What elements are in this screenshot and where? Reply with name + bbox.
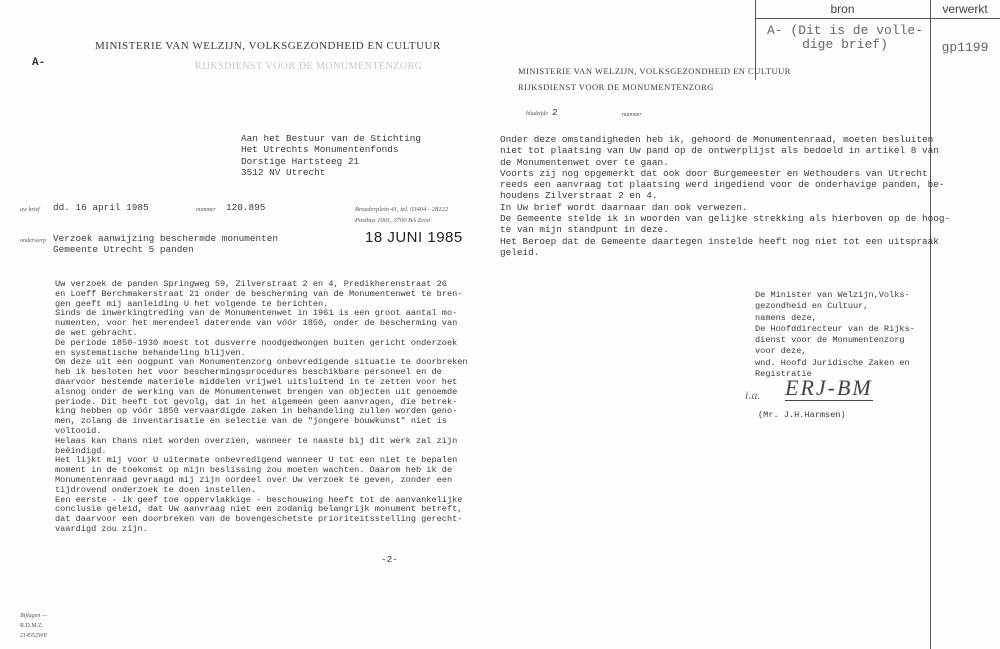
- body-line: geleid.: [500, 246, 540, 258]
- closing-line: De Minister van Welzijn,Volks-: [755, 290, 910, 300]
- sender-address-line: Broederplein 41, tel. 03404 - 28122: [355, 206, 449, 213]
- body-line: Uw verzoek de panden Springweg 59, Zilverstraat 2 en 4, Predikherenstraat 26: [55, 279, 447, 289]
- signatory: (Mr. J.H.Harmsen): [758, 410, 846, 420]
- body-line: De periode 1850-1930 moest tot dusverre noodgedwongen buiten gericht onderzoek: [55, 337, 458, 348]
- signature: ERJ-BM: [785, 375, 873, 400]
- closing-line: wnd. Hoofd Juridische Zaken en: [755, 357, 910, 368]
- source-line: A- (Dit is de volle-: [766, 23, 924, 38]
- body-line: Het lijkt mij voor U uitermate onbevredigend wanneer U tot een niet te bepalen: [55, 455, 458, 466]
- body-line: de Monumentenwet over te gaan.: [500, 156, 669, 168]
- body-line: In Uw brief wordt daarnaar dan ook verwezen.: [500, 201, 748, 213]
- number-label-page2: nummer: [622, 112, 642, 118]
- body-line: reeds een aanvraag tot plaatsing werd ingediend voor de onderhavige panden, be-: [500, 179, 945, 191]
- body-line: De Gemeente stelde ik in woorden van gelijke strekking als hierboven op de hoog-: [500, 213, 951, 225]
- sender-address: [355, 204, 448, 226]
- closing-line: De Hoofddirecteur van de Rijks-: [755, 323, 915, 334]
- ministry-heading-page2: MINISTERIE VAN WELZIJN, VOLKSGEZONDHEID EN CULTUUR: [518, 66, 791, 76]
- body-line: moment in de toekomst op mijn beslissing zou moeten wachten. Daarom heb ik de: [55, 465, 453, 476]
- body-line: daarvoor bestemde materiele middelen vrijwel uitsluitend in te zetten voor het: [55, 376, 458, 387]
- number-value: 120.895: [226, 202, 266, 213]
- address-line: Het Utrechts Monumentenfonds: [241, 144, 399, 156]
- closing-line: Registratie: [755, 369, 812, 380]
- body-line: Helaas kan thans niet worden overzien, wanneer te naaste bij dit werk zal zijn: [55, 435, 458, 446]
- address-line: Aan het Bestuur van de Stichting: [241, 133, 422, 144]
- body-line: te van mijn standpunt in deze.: [500, 224, 669, 236]
- body-line: Onder deze omstandigheden heb ik, gehoord de Monumentenraad, moeten besluiten: [500, 134, 934, 145]
- table-divider: [930, 0, 931, 649]
- closing-line: voor deze,: [755, 346, 807, 357]
- address-line: Dorstige Hartsteeg 21: [241, 155, 360, 167]
- page-marker: -2-: [381, 554, 398, 565]
- service-heading: RIJKSDIENST VOOR DE MONUMENTENZORG: [195, 61, 423, 72]
- body-line: tijdrovend onderzoek te doen instellen.: [55, 484, 257, 495]
- number-label: nummer: [196, 207, 216, 213]
- closing-line: dienst voor de Monumentenzorg: [755, 335, 905, 346]
- letter-body-page1: [55, 280, 468, 535]
- closing-line: gezondheid en Cultuur,: [755, 301, 869, 312]
- body-line: Het Beroep dat de Gemeente daartegen instelde heeft nog niet tot een uitspraak: [500, 235, 939, 247]
- body-line: periode. Dit heeft tot gevolg, dat in het algemeen geen aanvragen, die betrek-: [55, 396, 458, 407]
- body-line: numenten, voor het merendeel daterende van vóór 1850, onder de bescherming van: [55, 318, 458, 329]
- body-line: vaardigd zou zijn.: [55, 523, 148, 534]
- closing: [755, 290, 915, 380]
- body-line: heb ik besloten het voor beschermingsprocedures beschikbare personeel en de: [55, 367, 442, 378]
- source-value: [760, 24, 930, 52]
- body-line: Sinds de inwerkingtreding van de Monumentenwet in 1961 is een groot aantal mo-: [55, 308, 458, 319]
- address-line: 3512 NV Utrecht: [241, 166, 326, 178]
- document-mark: A-: [32, 57, 46, 69]
- body-line: conclusie geleid, dat Uw aanvraag niet een zodanig belangrijk monument betreft,: [55, 504, 463, 515]
- page-value: 2: [552, 107, 558, 118]
- ministry-heading: MINISTERIE VAN WELZIJN, VOLKSGEZONDHEID EN CULTUUR: [95, 40, 441, 52]
- footer-line: R.D.M.Z.: [20, 623, 44, 629]
- body-line: alsnog onder de werking van de Monumentenwet brengen van objecten uit genoemde: [55, 386, 458, 397]
- closing-line: namens deze,: [755, 312, 817, 323]
- letter-body-page2: [500, 134, 950, 258]
- subject-line: Gemeente Utrecht 5 panden: [53, 244, 194, 256]
- footer: [20, 611, 47, 641]
- body-line: en Loeff Berchmakerstraat 21 onder de bescherming van de Monumentenwet te bren-: [55, 288, 463, 299]
- subject: [53, 233, 278, 256]
- sender-address-line: Postbus 1001, 3700 BA Zeist: [355, 217, 431, 224]
- body-line: dat daarvoor een doorbreken van de bovengeschetste prioriteitsstelling gerecht-: [55, 514, 463, 525]
- service-heading-page2: RIJKSDIENST VOOR DE MONUMENTENZORG: [518, 82, 714, 92]
- subject-line: Verzoek aanwijzing beschermde monumenten: [53, 233, 279, 244]
- subject-label: onderwerp: [20, 238, 46, 244]
- recipient-address: [241, 133, 421, 178]
- body-line: Een eerste - ik geef toe oppervlakkige - beschouwing heeft tot de aanvankelijke: [55, 494, 463, 505]
- body-line: Voorts zij nog opgemerkt dat ook door Burgemeester en Wethouders van Utrecht: [500, 167, 928, 179]
- page-label: bladzijde: [526, 111, 548, 117]
- column-header-processed: verwerkt: [942, 2, 988, 16]
- source-line: dige brief): [802, 37, 888, 52]
- signature-prefix: i.a.: [745, 388, 761, 402]
- date-stamp: 18 JUNI 1985: [365, 229, 463, 246]
- body-line: king hebben op vóór 1850 vervaardigde zaken in behandeling zullen worden geno-: [55, 406, 458, 417]
- your-letter-value: dd. 16 april 1985: [53, 202, 149, 213]
- body-line: Monumentenraad gevraagd mij zijn oordeel over Uw verzoek te geven, zonder een: [55, 474, 453, 485]
- processed-value: gp1199: [941, 40, 989, 55]
- enclosures-label: Bijlagen —: [20, 613, 48, 619]
- body-line: men, zolang de inventarisatie en selectie van de "jongere bouwkunst" niet is: [55, 416, 447, 427]
- body-line: de wet gebracht.: [55, 327, 138, 338]
- body-line: voltooid.: [55, 425, 102, 436]
- body-line: houdens Zilverstraat 2 en 4.: [500, 190, 658, 202]
- body-line: en systematische behandeling blijven.: [55, 347, 246, 358]
- body-line: beëindigd.: [55, 445, 107, 456]
- table-divider: [755, 18, 1000, 19]
- body-line: Om deze uit een oogpunt van Monumentenzorg onbevredigende situatie te doorbreken: [55, 357, 468, 368]
- body-line: gen geeft mij aanleiding U het volgende te berichten.: [55, 298, 329, 309]
- body-line: niet tot plaatsing van Uw pand op de ontwerplijst als bedoeld in artikel 8 van: [500, 145, 939, 157]
- your-letter-label: uw brief: [20, 207, 40, 213]
- footer-line: 214552WP: [20, 633, 47, 639]
- column-header-source: bron: [830, 2, 855, 16]
